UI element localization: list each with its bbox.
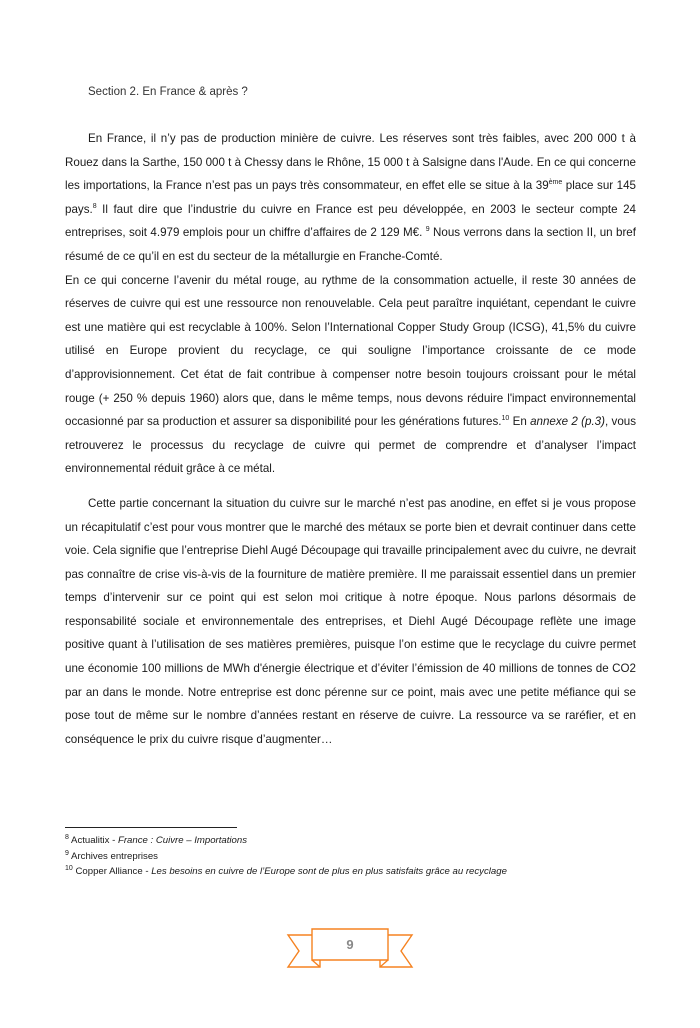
paragraph-france-production: En France, il n’y pas de production minière de cuivre. Les réserves sont très faibles, avec 200 000 t à Rouez dans la Sarthe, 150 000 t à Chessy dans le Rhône, 15 000 t à Salsigne dans l'Aude. En ce qui concerne les importations, la France n’est pas un pays très consommateur, en effet elle se situe à la 39ème place sur 145 pays.$^8$ Il faut dire que l’industrie du cuivre en France est peu développée, en 2003 le secteur compte 24 entreprises, soit 4.979 emplois pour un chiffre d’affaires de 2 129 M€. $^9$ Nous verrons dans la section II, un bref résumé de ce qu’il en est du secteur de la métallurgie en Franche-Comté.	[65, 132, 636, 263]
page-number-badge	[286, 926, 414, 972]
footnote-ref-8[interactable]: 8	[92, 202, 97, 210]
footnote-ref-10[interactable]: 10	[501, 415, 510, 423]
footnote-separator	[65, 827, 237, 828]
footnote-10: $^{10}$ Copper Alliance - Les besoins en cuivre de l’Europe sont de plus en plus satisfaits grâce au recyclage	[65, 864, 507, 877]
footnotes	[65, 833, 507, 880]
paragraph-copper-future: En ce qui concerne l’avenir du métal rouge, au rythme de la consommation actuelle, il reste 30 années de réserves de cuivre qui est une ressource non renouvelable. Cela peut paraître inquiétant, cependant le cuivre est une matière qui est recyclable à 100%. Selon l’International Copper Study Group (ICSG), 41,5% du cuivre utilisé en Europe provient du recyclage, ce qui souligne l’importance croissante de ce mode d’approvisionnement. Cet état de fait contribue à compenser notre besoin toujours croissant pour le métal rouge (+ 250 % depuis 1960) alors que, dans le même temps, nous devons réduire l'impact environnemental occasionné par sa production et assurer sa disponibilité pour les générations futures.$^{10}$ En annexe 2 (p.3), vous retrouverez le processus du recyclage de cuivre qui permet de comprendre et d’analyser l’impact environnemental réduit grâce à ce métal.	[65, 273, 637, 476]
annex-reference: annexe 2 (p.3)	[530, 415, 605, 429]
footnote-9: $^9$ Archives entreprises	[65, 849, 158, 862]
section-title: Section 2. En France & après ?	[88, 86, 248, 98]
page-number: 9	[346, 937, 354, 952]
footnote-ref-9[interactable]: 9	[425, 226, 430, 234]
paragraph-market-situation: Cette partie concernant la situation du cuivre sur le marché n’est pas anodine, en effet si je vous propose un récapitulatif c’est pour vous montrer que le marché des métaux se porte bien et devrait continuer dans cette voie. Cela signifie que l’entreprise Diehl Augé Découpage qui travaille principalement avec du cuivre, ne devrait pas connaître de crise vis-à-vis de la fourniture de matière première. Il me paraissait essentiel dans un premier temps d’intervenir sur ce point qui est selon moi critique à notre époque. Nous parlons désormais de responsabilité sociale et environnementale des entreprises, et Diehl Augé Découpage reflète une image positive quant à l’utilisation de ses matières premières, puisque l’on estime que le recyclage du cuivre permet une économie 100 millions de MWh d'énergie électrique et d’éviter l’émission de 40 millions de tonnes de CO2 par an dans le monde. Notre entreprise est donc pérenne sur ce point, mais avec une petite méfiance qui se pose tout de même sur le nombre d’années restant en réserve de cuivre. La ressource va se raréfier, et en conséquence le prix du cuivre risque d’augmenter…	[65, 496, 636, 746]
body-text	[65, 127, 636, 751]
footnote-8: $^8$ Actualitix - France : Cuivre – Importations	[65, 833, 248, 846]
superscript-eme: ème	[548, 179, 563, 187]
